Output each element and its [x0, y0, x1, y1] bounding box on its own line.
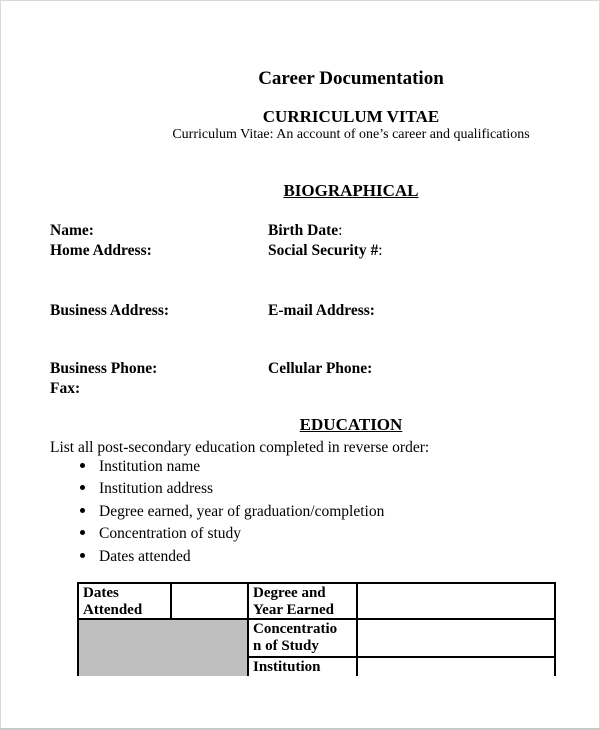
education-table [77, 582, 557, 676]
table-cell-line: Dates [83, 585, 119, 601]
table-cell-blank [171, 583, 248, 619]
list-item [80, 479, 213, 499]
table-cell-institution: Institution [248, 657, 357, 676]
section-heading-biographical [1, 181, 600, 201]
education-intro: List all post-secondary education completed in reverse order: [50, 439, 430, 456]
field-label-business-address: Business Address: [50, 302, 170, 319]
section-heading-education [1, 415, 600, 435]
table-cell-shaded [78, 619, 248, 676]
field-label-social-security [268, 241, 383, 261]
list-item [80, 524, 241, 544]
list-item [80, 457, 200, 477]
table-cell-dates-attended [78, 583, 171, 619]
list-item-label: Institution address [99, 480, 214, 497]
education-heading-text: EDUCATION [299, 415, 403, 434]
table-cell-blank [357, 619, 555, 657]
table-cell-line: Attended [83, 601, 143, 618]
table-cell-concentration [248, 619, 357, 657]
cv-heading: CURRICULUM VITAE [262, 107, 440, 126]
list-item-label: Institution name [99, 458, 201, 475]
list-item-label: Concentration of study [99, 525, 242, 542]
field-label-name: Name: [50, 222, 94, 239]
bullet-icon [80, 553, 85, 558]
field-label-email-address: E-mail Address: [268, 302, 375, 319]
list-item-label: Dates attended [99, 548, 191, 565]
education-table-grid [77, 582, 556, 676]
list-item [80, 502, 384, 522]
bullet-icon [80, 485, 85, 490]
field-label-fax: Fax: [50, 380, 81, 397]
bullet-icon [80, 508, 85, 513]
table-cell-line: Concentratio [253, 621, 338, 637]
table-cell-line: n of Study [253, 637, 319, 654]
field-label-social-security-colon: : [378, 242, 383, 259]
table-cell-line: Year Earned [253, 601, 334, 618]
table-cell-blank [357, 657, 555, 676]
cv-subtitle: Curriculum Vitae: An account of one’s career and qualifications [172, 127, 530, 142]
biographical-heading-text: BIOGRAPHICAL [283, 181, 419, 200]
table-cell-line: Degree and [253, 585, 326, 601]
bullet-icon [80, 530, 85, 535]
field-label-birth-date-text: Birth Date [268, 222, 339, 239]
field-label-birth-date-colon: : [338, 222, 343, 239]
list-item-label: Degree earned, year of graduation/completion [99, 503, 385, 520]
field-label-cellular-phone: Cellular Phone: [268, 360, 373, 377]
table-cell-blank [357, 583, 555, 619]
bullet-icon [80, 463, 85, 468]
field-label-social-security-text: Social Security # [268, 242, 379, 259]
page-title: Career Documentation [258, 68, 444, 89]
field-label-home-address: Home Address: [50, 242, 152, 259]
list-item [80, 547, 191, 567]
field-label-birth-date [268, 221, 342, 241]
table-cell-degree-year [248, 583, 357, 619]
field-label-business-phone: Business Phone: [50, 360, 158, 377]
